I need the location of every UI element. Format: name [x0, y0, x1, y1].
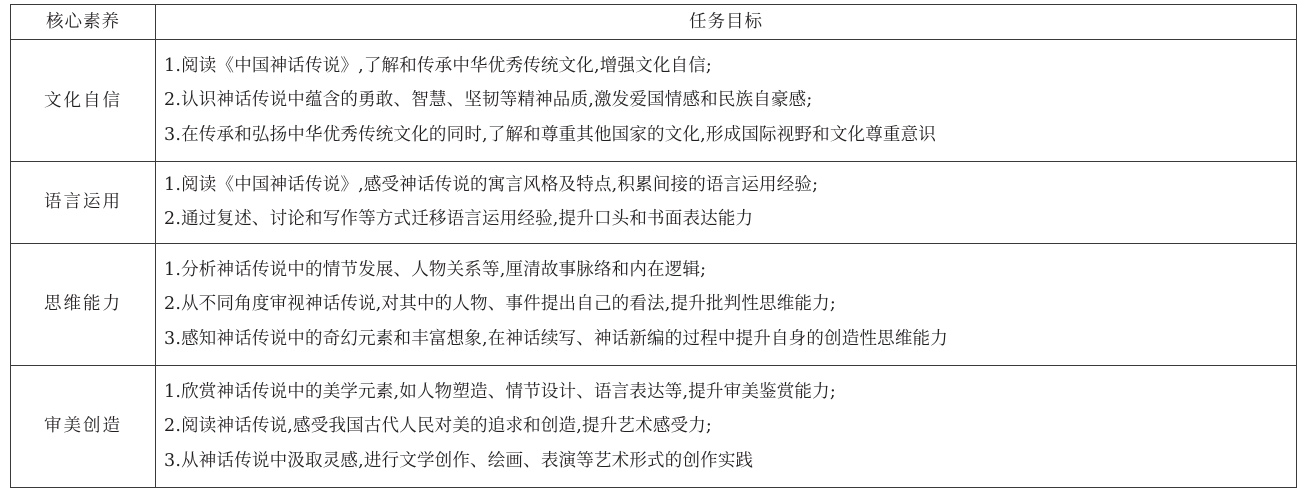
table-header-row	[11, 5, 1297, 40]
literacy-goals-table	[10, 4, 1297, 488]
task-goals-cell	[156, 365, 1297, 487]
goal-item: 2.认识神话传说中蕴含的勇敢、智慧、坚韧等精神品质,激发爱国情感和民族自豪感;	[164, 90, 813, 111]
goal-item: 3.感知神话传说中的奇幻元素和丰富想象,在神话续写、神话新编的过程中提升自身的创造性思维能力	[164, 328, 948, 349]
goal-item: 2.从不同角度审视神话传说,对其中的人物、事件提出自己的看法,提升批判性思维能力;	[164, 294, 836, 315]
header-core-literacy: 核心素养	[11, 5, 156, 40]
core-literacy-cell: 文化自信	[11, 40, 156, 162]
task-goals-cell	[156, 243, 1297, 365]
goal-item: 1.欣赏神话传说中的美学元素,如人物塑造、情节设计、语言表达等,提升审美鉴赏能力;	[164, 381, 836, 402]
goal-item: 3.从神话传说中汲取灵感,进行文学创作、绘画、表演等艺术形式的创作实践	[164, 450, 754, 471]
task-goals-cell	[156, 40, 1297, 162]
table-row	[11, 40, 1297, 162]
table-row	[11, 365, 1297, 487]
goal-item: 2.阅读神话传说,感受我国古代人民对美的追求和创造,提升艺术感受力;	[164, 416, 713, 437]
goal-item: 3.在传承和弘扬中华优秀传统文化的同时,了解和尊重其他国家的文化,形成国际视野和文化尊重意识	[164, 124, 937, 145]
core-literacy-cell: 审美创造	[11, 365, 156, 487]
header-task-goals: 任务目标	[156, 5, 1297, 40]
core-literacy-cell: 思维能力	[11, 243, 156, 365]
task-goals-cell	[156, 162, 1297, 244]
table-row	[11, 243, 1297, 365]
goal-item: 1.阅读《中国神话传说》,了解和传承中华优秀传统文化,增强文化自信;	[164, 55, 713, 76]
table-row	[11, 162, 1297, 244]
literacy-goals-table-container	[10, 4, 1296, 488]
goal-item: 1.分析神话传说中的情节发展、人物关系等,厘清故事脉络和内在逻辑;	[164, 259, 707, 280]
goal-item: 1.阅读《中国神话传说》,感受神话传说的寓言风格及特点,积累间接的语言运用经验;	[164, 174, 819, 195]
goal-item: 2.通过复述、讨论和写作等方式迁移语言运用经验,提升口头和书面表达能力	[164, 209, 754, 230]
core-literacy-cell: 语言运用	[11, 162, 156, 244]
